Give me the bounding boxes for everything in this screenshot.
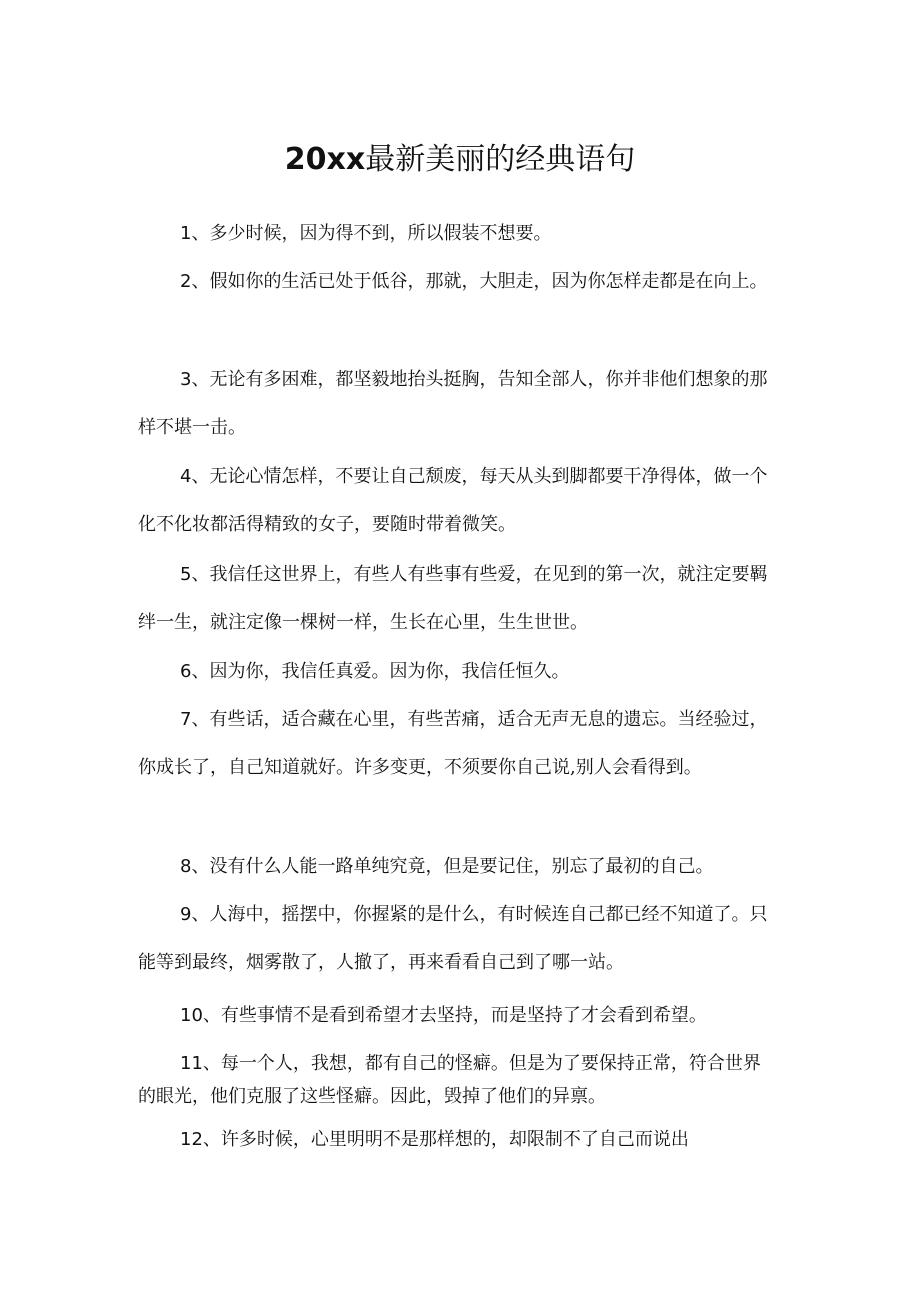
quote-text: 、假如你的生活已处于低谷，那就，大胆走，因为你怎样走都是在向上。 [191,271,768,292]
quote-item-7 [138,696,778,792]
quote-number: 5 [180,564,192,585]
quote-item-10 [138,992,778,1040]
quote-text: 、无论有多困难，都坚毅地抬头挺胸，告知全部人，你并非他们想象的那样不堪一击。 [138,369,768,438]
quote-number: 6 [180,661,192,682]
quote-number: 4 [180,466,192,487]
quote-text: 、我信任这世界上，有些人有些事有些爱，在见到的第一次，就注定要羁绊一生，就注定像一棵树一样，生长在心里，生生世世。 [138,564,768,633]
quote-text: 、许多时候，心里明明不是那样想的，却限制不了自己而说出 [202,1129,689,1150]
quote-number: 7 [180,709,192,730]
quote-number: 11 [180,1053,203,1074]
quote-text: 、因为你，我信任真爱。因为你，我信任恒久。 [191,661,570,682]
quote-item-8 [138,843,778,891]
quote-number: 12 [180,1129,203,1150]
quote-text: 、没有什么人能一路单纯究竟，但是要记住，别忘了最初的自己。 [191,856,714,877]
quote-text: 、每一个人，我想，都有自己的怪癖。但是为了要保持正常，符合世界的眼光，他们克服了这些怪癖。因此，毁掉了他们的异禀。 [138,1053,761,1107]
quote-item-3 [138,356,778,452]
quote-item-6 [138,648,778,696]
quote-item-9 [138,891,778,987]
title-text: 最新美丽的经典语句 [365,142,636,177]
quote-number: 3 [180,369,192,390]
quote-text: 、有些话，适合藏在心里，有些苦痛，适合无声无息的遗忘。当经验过，你成长了，自己知道就好。许多变更，不须要你自己说,别人会看得到。 [138,709,768,778]
quote-text: 、多少时候，因为得不到，所以假装不想要。 [191,223,552,244]
quote-item-11 [138,1047,778,1113]
quote-text: 、有些事情不是看到希望才去坚持，而是坚持了才会看到希望。 [202,1005,707,1026]
quote-item-4 [138,453,778,549]
quote-number: 8 [180,856,192,877]
title-prefix: 20xx [284,142,366,177]
quote-item-1 [138,210,778,258]
quote-number: 2 [180,271,192,292]
page-title [0,140,920,180]
quote-item-5 [138,551,778,647]
quote-item-2 [138,258,778,306]
quote-number: 9 [180,904,192,925]
quote-item-12 [138,1116,778,1164]
quote-text: 、无论心情怎样，不要让自己颓废，每天从头到脚都要干净得体，做一个化不化妆都活得精致的女子，要随时带着微笑。 [138,466,768,535]
quote-number: 10 [180,1005,203,1026]
quote-number: 1 [180,223,192,244]
quote-text: 、人海中，摇摆中，你握紧的是什么，有时候连自己都已经不知道了。只能等到最终，烟雾散了，人撤了，再来看看自己到了哪一站。 [138,904,768,973]
